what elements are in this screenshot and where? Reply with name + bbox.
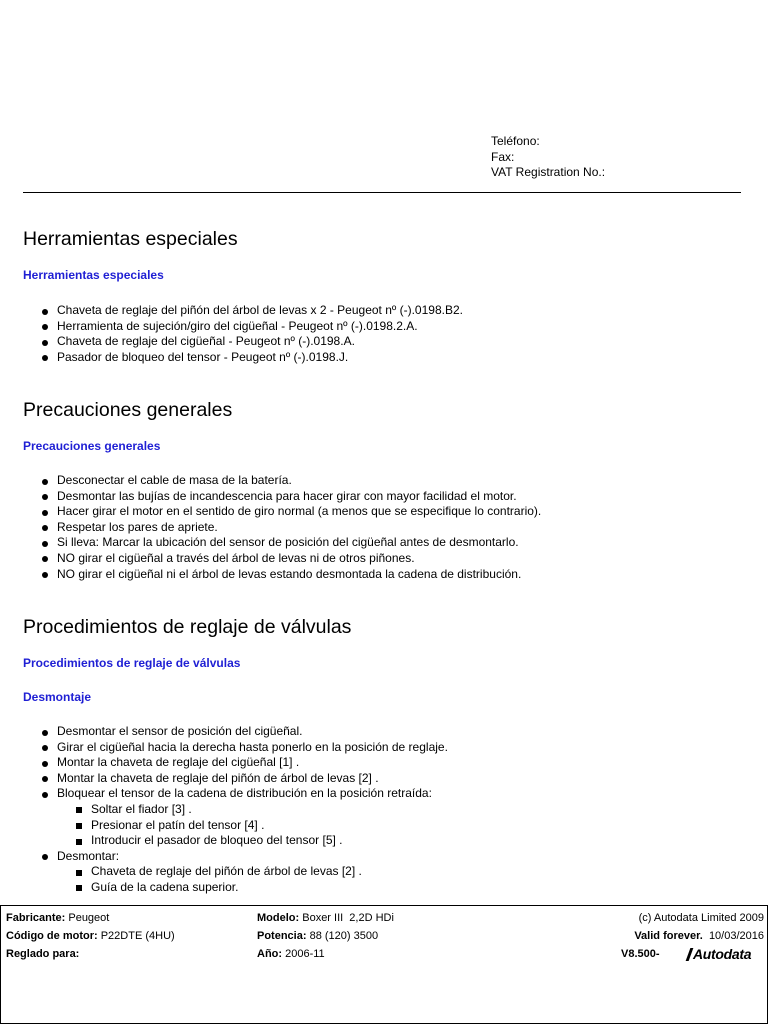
- section-title-tools: Herramientas especiales: [23, 228, 238, 250]
- square-bullet-icon: [76, 807, 82, 813]
- list-item: Chaveta de reglaje del piñón del árbol de levas x 2 - Peugeot nº (-).0198.B2.: [40, 303, 463, 319]
- section-link-procedures[interactable]: Procedimientos de reglaje de válvulas: [23, 656, 241, 670]
- subsection-link-removal[interactable]: Desmontaje: [23, 690, 92, 704]
- section-link-precautions[interactable]: Precauciones generales: [23, 439, 161, 453]
- manufacturer-field: Fabricante: Peugeot: [6, 912, 110, 924]
- bullet-icon: [42, 556, 48, 562]
- bullet-icon: [42, 792, 48, 798]
- list-item: Desmontar: Chaveta de reglaje del piñón de árbol de levas [2] . Guía de la cadena superior.: [40, 849, 448, 896]
- list-item: Chaveta de reglaje del piñón de árbol de levas [2] .: [74, 864, 448, 880]
- list-item: Montar la chaveta de reglaje del cigüeñal [1] .: [40, 755, 448, 771]
- list-item: Hacer girar el motor en el sentido de giro normal (a menos que se especifique lo contrario).: [40, 504, 541, 520]
- contact-block: [491, 134, 605, 181]
- bullet-icon: [42, 730, 48, 736]
- tools-list: [40, 303, 463, 365]
- precautions-list: [40, 473, 541, 582]
- bullet-icon: [42, 745, 48, 751]
- list-item: NO girar el cigüeñal a través del árbol de levas ni de otros piñones.: [40, 551, 541, 567]
- list-item: Si lleva: Marcar la ubicación del sensor de posición del cigüeñal antes de desmontarlo.: [40, 535, 541, 551]
- validity-field: Valid forever. 10/03/2016: [634, 930, 764, 942]
- engine-code-field: Código de motor: P22DTE (4HU): [6, 930, 175, 942]
- section-link-tools[interactable]: Herramientas especiales: [23, 268, 164, 282]
- bullet-icon: [42, 510, 48, 516]
- list-item: Guía de la cadena superior.: [74, 880, 448, 896]
- section-title-precautions: Precauciones generales: [23, 399, 233, 421]
- bullet-icon: [42, 761, 48, 767]
- square-bullet-icon: [76, 885, 82, 891]
- bullet-icon: [42, 572, 48, 578]
- version-text: V8.500-: [621, 948, 660, 960]
- list-item: Desconectar el cable de masa de la batería.: [40, 473, 541, 489]
- list-item: Pasador de bloqueo del tensor - Peugeot nº (-).0198.J.: [40, 350, 463, 366]
- vat-label: VAT Registration No.:: [491, 165, 606, 179]
- tuned-for-field: Reglado para:: [6, 948, 80, 960]
- list-item: Chaveta de reglaje del cigüeñal - Peugeot nº (-).0198.A.: [40, 334, 463, 350]
- list-item: Desmontar el sensor de posición del cigüeñal.: [40, 724, 448, 740]
- bullet-icon: [42, 494, 48, 500]
- procedures-list: [40, 724, 448, 896]
- bullet-icon: [42, 324, 48, 330]
- square-bullet-icon: [76, 823, 82, 829]
- copyright-text: (c) Autodata Limited 2009: [638, 912, 764, 924]
- bullet-icon: [42, 355, 48, 361]
- list-item: Herramienta de sujeción/giro del cigüeñal - Peugeot nº (-).0198.2.A.: [40, 319, 463, 335]
- bullet-icon: [42, 525, 48, 531]
- section-title-procedures: Procedimientos de reglaje de válvulas: [23, 616, 352, 638]
- bullet-icon: [42, 854, 48, 860]
- bullet-icon: [42, 479, 48, 485]
- bullet-icon: [42, 776, 48, 782]
- list-item: Bloquear el tensor de la cadena de distribución en la posición retraída: Soltar el fiador [3] . Presionar el patín del tensor [4] . Introducir el pasador de bloqueo del tensor [5] .: [40, 786, 448, 848]
- bullet-icon: [42, 541, 48, 547]
- tensor-steps-list: [57, 802, 448, 849]
- list-item: Introducir el pasador de bloqueo del tensor [5] .: [74, 833, 448, 849]
- remove-steps-list: [57, 864, 448, 895]
- power-field: Potencia: 88 (120) 3500: [257, 930, 379, 942]
- list-item: Presionar el patín del tensor [4] .: [74, 818, 448, 834]
- list-item: Girar el cigüeñal hacia la derecha hasta ponerlo en la posición de reglaje.: [40, 740, 448, 756]
- header-divider: [23, 192, 741, 193]
- model-field: Modelo: Boxer III 2,2D HDi: [257, 912, 394, 924]
- phone-label: Teléfono:: [491, 134, 540, 148]
- list-item: Respetar los pares de apriete.: [40, 520, 541, 536]
- bullet-icon: [42, 309, 48, 315]
- year-field: Año: 2006-11: [257, 948, 325, 960]
- list-item: Desmontar las bujías de incandescencia para hacer girar con mayor facilidad el motor.: [40, 489, 541, 505]
- list-item: Montar la chaveta de reglaje del piñón de árbol de levas [2] .: [40, 771, 448, 787]
- vehicle-info-footer: [0, 905, 768, 1024]
- autodata-logo: Autodata: [688, 946, 751, 962]
- list-item: Soltar el fiador [3] .: [74, 802, 448, 818]
- fax-label: Fax:: [491, 149, 515, 164]
- bullet-icon: [42, 340, 48, 346]
- list-item: NO girar el cigüeñal ni el árbol de levas estando desmontada la cadena de distribución.: [40, 567, 541, 583]
- square-bullet-icon: [76, 839, 82, 845]
- square-bullet-icon: [76, 870, 82, 876]
